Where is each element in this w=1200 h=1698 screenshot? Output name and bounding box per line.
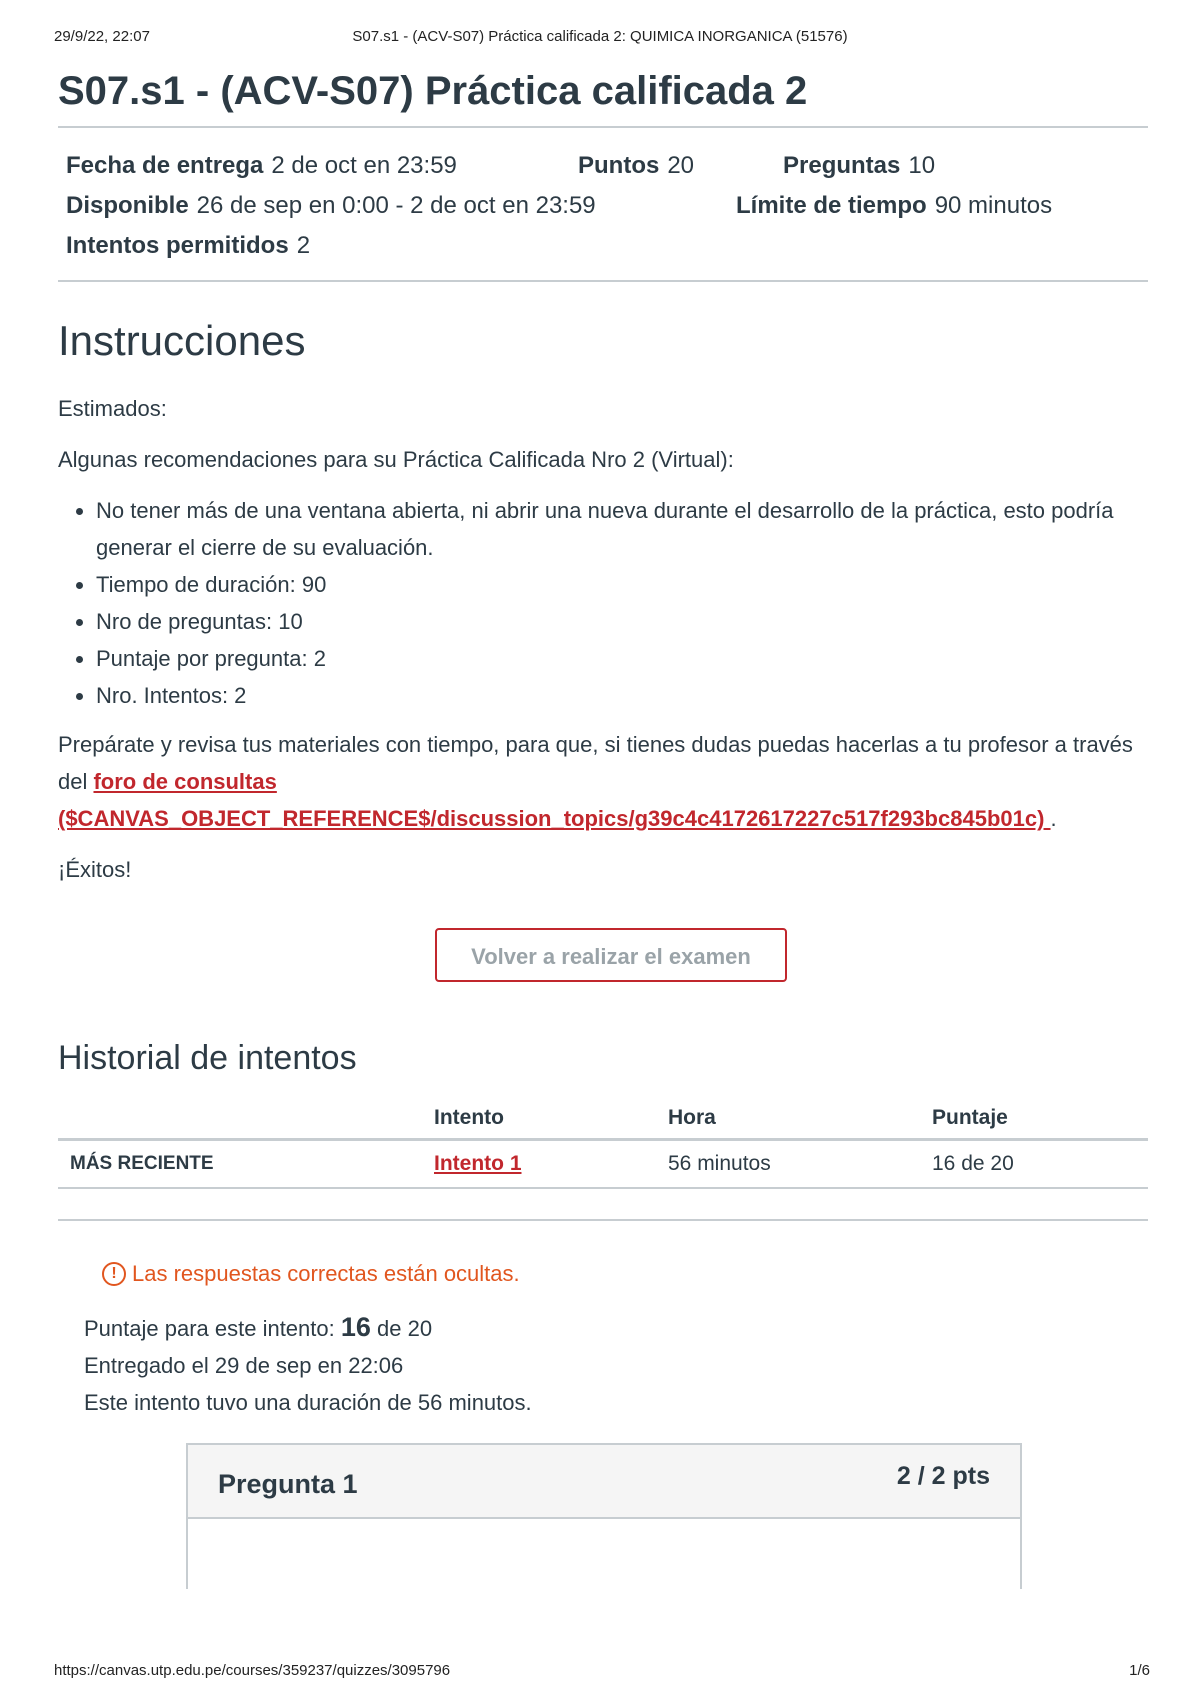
duration-text: Este intento tuvo una duración de 56 minutos. (84, 1390, 532, 1415)
questions-value: 10 (908, 152, 936, 179)
recommendations-list (58, 492, 1148, 714)
question-title: Pregunta 1 (218, 1469, 358, 1499)
instructions-heading: Instrucciones (58, 317, 306, 364)
due-value: 2 de oct en 23:59 (271, 152, 457, 179)
list-item: • Nro de preguntas: 10 (96, 603, 1148, 640)
forum-link[interactable]: foro de consultas ($CANVAS_OBJECT_REFERENCE$/discussion_topics/g39c4c4172617227c517f293bc845b01c) (58, 769, 1051, 831)
table-row (58, 1140, 1148, 1189)
attempts-label: Intentos permitidos (66, 232, 289, 259)
attempt-time: 56 minutos (656, 1140, 920, 1189)
warning-text: Las respuestas correctas están ocultas. (132, 1261, 520, 1286)
available-label: Disponible (66, 192, 189, 219)
available-value: 26 de sep en 0:00 - 2 de oct en 23:59 (196, 192, 596, 219)
score-prefix: Puntaje para este intento: (84, 1316, 341, 1341)
list-item: • Puntaje por pregunta: 2 (96, 640, 1148, 677)
question-points: 2 / 2 pts (896, 1462, 990, 1490)
prep-end: . (1050, 806, 1057, 831)
points-value: 20 (667, 152, 695, 179)
submitted-text: Entregado el 29 de sep en 22:06 (84, 1353, 404, 1378)
print-title: S07.s1 - (ACV-S07) Práctica calificada 2: QUIMICA INORGANICA (51576) (352, 28, 848, 45)
divider (58, 280, 1148, 282)
attempt-history-table (58, 1098, 1148, 1189)
row-label: MÁS RECIENTE (58, 1140, 422, 1189)
score-suffix: de 20 (370, 1316, 433, 1341)
quiz-page (58, 62, 1148, 1589)
closing: ¡Éxitos! (58, 857, 132, 882)
prep-text: Prepárate y revisa tus materiales con tiempo, para que, si tienes dudas puedas hacerlas a tu profesor a través del (58, 732, 1133, 794)
score-value: 16 (340, 1312, 371, 1342)
questions-label: Preguntas (783, 152, 901, 179)
attempts-value: 2 (296, 232, 311, 259)
time-limit-label: Límite de tiempo (736, 192, 927, 219)
attempt-summary (84, 1309, 1148, 1421)
history-heading: Historial de intentos (58, 1039, 357, 1077)
due-label: Fecha de entrega (66, 152, 264, 179)
attempt-link[interactable]: Intento 1 (434, 1152, 522, 1175)
quiz-details (58, 128, 1148, 280)
warning-icon: ! (102, 1262, 126, 1286)
answers-hidden-notice (102, 1261, 1148, 1287)
column-header: Hora (656, 1098, 920, 1140)
divider (58, 1219, 1148, 1221)
page-title: S07.s1 - (ACV-S07) Práctica calificada 2 (58, 69, 808, 113)
list-item: • Nro. Intentos: 2 (96, 677, 1148, 714)
prep-paragraph (58, 726, 1148, 837)
question-card (186, 1443, 1022, 1589)
page-number: 1/6 (1129, 1662, 1150, 1679)
list-item: • Tiempo de duración: 90 (96, 566, 1148, 603)
question-header (188, 1445, 1020, 1519)
column-header: Puntaje (920, 1098, 1148, 1140)
list-item: • No tener más de una ventana abierta, ni abrir una nueva durante el desarrollo de la práctica, esto podría generar el cierre de su evaluación. (96, 492, 1148, 566)
intro: Algunas recomendaciones para su Práctica Calificada Nro 2 (Virtual): (58, 447, 734, 472)
print-date: 29/9/22, 22:07 (54, 28, 150, 45)
column-header (58, 1098, 422, 1140)
column-header: Intento (422, 1098, 656, 1140)
time-limit-value: 90 minutos (934, 192, 1053, 219)
points-label: Puntos (578, 152, 660, 179)
greeting: Estimados: (58, 396, 167, 421)
retry-exam-button[interactable]: Volver a realizar el examen (435, 928, 787, 982)
attempt-score: 16 de 20 (920, 1140, 1148, 1189)
print-url: https://canvas.utp.edu.pe/courses/359237/quizzes/3095796 (54, 1662, 451, 1679)
